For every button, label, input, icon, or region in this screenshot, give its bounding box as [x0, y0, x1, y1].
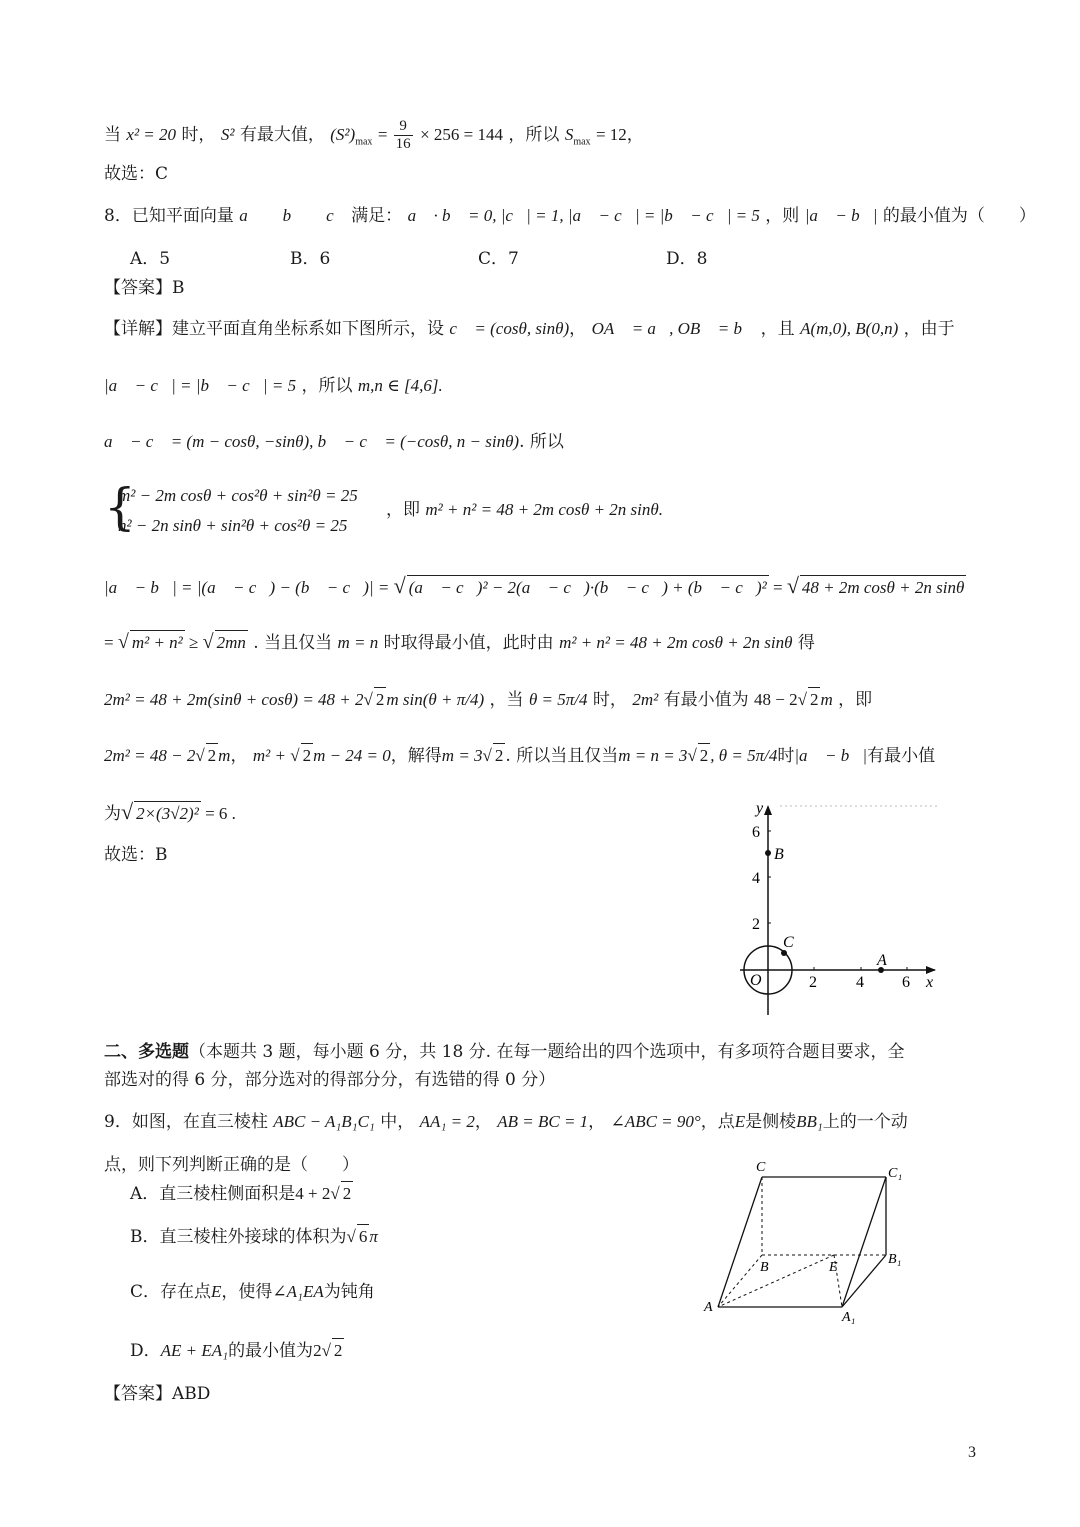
text: ， [230, 746, 248, 766]
y-axis-label: y [756, 800, 764, 817]
edge-c-a [718, 1177, 762, 1307]
section-desc: （本题共 3 题，每小题 6 分，共 18 分. 在每一题给出的四个选项中，有多项符合题目要求，全 [189, 1042, 905, 1062]
math: 2 [313, 1341, 322, 1360]
text: 8．已知平面向量 [104, 206, 234, 226]
text: 得 [797, 633, 815, 653]
q9-option-d: D．AE + EA₁的最小值为2√ 2 [130, 1338, 344, 1363]
math: m sin(θ + π/4) [386, 690, 485, 709]
text: 建立平面直角坐标系如下图所示，设 [172, 319, 444, 339]
sub: max [355, 136, 373, 148]
text: ，所以 [508, 125, 560, 145]
radicand: m² + n² [130, 630, 185, 655]
math: a⃗ − c⃗ = (m − cosθ, −sinθ), b⃗ − c⃗ = (−cosθ, n − sinθ) [104, 432, 520, 451]
text: A．直三棱柱侧面积是 [130, 1184, 296, 1204]
sub: max [573, 136, 591, 148]
label-a1: A₁ [842, 1310, 856, 1325]
y-tick-label-2: 2 [752, 916, 760, 933]
math: m [218, 746, 231, 765]
point-c-label: C [783, 934, 794, 951]
point-b-dot [765, 850, 771, 856]
q9-stem-2: 点，则下列判断正确的是（ ） [104, 1155, 359, 1175]
text: ，当 [489, 690, 524, 710]
radicand: (a⃗ − c⃗)² − 2(a⃗ − c⃗)·(b⃗ − c⃗) + (b⃗ − c⃗)² [407, 575, 769, 600]
text: ， [626, 125, 644, 145]
text: 时 [777, 746, 795, 766]
system-eq-2: n² − 2n sinθ + sin²θ + cos²θ = 25 [118, 516, 348, 535]
radicand: 48 + 2m cosθ + 2n sinθ [800, 575, 966, 600]
math: = 6 . [200, 804, 236, 823]
math: m² + n² = 48 + 2m cosθ + 2n sinθ. [425, 500, 663, 519]
math: |a⃗ − b⃗| [794, 746, 868, 765]
math: m = n = 3 [618, 746, 688, 765]
system-tail [386, 498, 663, 522]
math: × 256 = 144 [420, 125, 503, 144]
math: S [564, 125, 574, 144]
point-b-label: B [774, 846, 784, 863]
text: ，所以 [301, 376, 353, 396]
text: 时， [181, 125, 216, 145]
math: OA⃗ = a⃗, OB⃗ = b⃗ [591, 319, 756, 338]
math: = [768, 578, 787, 597]
math: ABC − A₁B₁C₁ [273, 1112, 375, 1131]
math: 48 − 2 [754, 690, 798, 709]
radicand: 2 [301, 743, 314, 768]
text: C．存在点 [130, 1282, 212, 1302]
radicand: 2 [206, 743, 219, 768]
q8-choice: 故选：B [104, 845, 168, 865]
math: |a⃗ − c⃗| = |b⃗ − c⃗| = 5 [104, 376, 297, 395]
q9-option-b: B．直三棱柱外接球的体积为√ 6 π [130, 1224, 378, 1249]
math: = [104, 633, 118, 652]
x-tick-label-6: 6 [902, 974, 910, 991]
math: AB = BC = 1 [497, 1112, 589, 1131]
text: ，使得 [221, 1282, 273, 1302]
frac-num: 9 [394, 118, 413, 136]
text: 是侧棱 [745, 1112, 797, 1132]
math: m [820, 690, 833, 709]
brace: { [104, 478, 136, 536]
radicand: 2 [808, 687, 821, 712]
section2-desc-2: 部选对的得 6 分，部分选对的得部分分，有选错的得 0 分） [104, 1070, 556, 1090]
text: 有最大值， [239, 125, 325, 145]
text: 为 [104, 804, 121, 824]
text: ，解得 [390, 746, 442, 766]
math: ≥ [184, 633, 203, 652]
edge-b-a-hidden [718, 1255, 762, 1307]
q8-option-a: A．5 [130, 249, 171, 269]
q9-answer: 【答案】ABD [104, 1384, 211, 1404]
text: 有最小值为 [663, 690, 749, 710]
math: 4 + 2 [295, 1184, 331, 1203]
radicand: 2mn [215, 630, 248, 655]
frac-den: 16 [395, 136, 411, 152]
math: c⃗ = (cosθ, sinθ) [449, 319, 570, 338]
q8-detail-9: 为√ 2×(3√2)² = 6 . [104, 799, 236, 824]
q9-option-c [130, 1280, 375, 1304]
math: m² + [252, 746, 291, 765]
math: m = n [337, 633, 379, 652]
text: ， [474, 1112, 492, 1132]
text: ，且 [760, 319, 795, 339]
label-e: E [829, 1260, 838, 1275]
q9-option-a: A．直三棱柱侧面积是4 + 2√ 2 [130, 1181, 353, 1206]
math: AE + EA₁ [160, 1341, 229, 1360]
text: ， [588, 1112, 606, 1132]
text: D． [130, 1341, 161, 1361]
prev-solution-line: 当 x² = 20 时， S² 有最大值， $(S^2)_{max}$ = $\frac{9}{16}$ × 256 = 144 ，所以 $S_{max} = 12$， [104, 118, 644, 152]
math: AA₁ = 2 [419, 1112, 475, 1131]
y-axis-arrow [764, 805, 772, 815]
text: 满足： [351, 206, 403, 226]
edge-e-a-hidden [718, 1255, 834, 1307]
text: . 所以 [519, 432, 564, 452]
fraction-9-16 [394, 118, 413, 153]
math: m = 3 [441, 746, 483, 765]
math: , θ = 5π/4 [710, 746, 778, 765]
q8-detail-7: 2m² = 48 + 2m(sinθ + cosθ) = 48 + 2√ 2 m sin(θ + π/4) ，当 θ = 5π/4 时， 2m² 有最小值为 48 − 2√ 2 m ，即 [104, 687, 872, 712]
system-eq-1: m² − 2m cosθ + cos²θ + sin²θ = 25 [118, 486, 358, 505]
y-tick-label-4: 4 [752, 870, 760, 887]
q8-detail-8: 2m² = 48 − 2√ 2 m， m² + √ 2 m − 24 = 0，解得m = 3√ 2 . 所以当且仅当m = n = 3√ 2 , θ = 5π/4时|a⃗ − b⃗|有最小值 [104, 743, 935, 768]
section-title: 二、多选题 [104, 1042, 189, 1062]
math: |a⃗ − b⃗| [804, 206, 878, 225]
label-c1: C₁ [888, 1166, 903, 1181]
radicand: 6 [357, 1224, 370, 1249]
math: 2m² [632, 690, 659, 709]
label-c: C [756, 1160, 766, 1175]
text: 的最小值为 [228, 1341, 314, 1361]
prev-choice: 故选：C [104, 164, 169, 184]
x-tick-label-2: 2 [809, 974, 817, 991]
math: 2m² = 48 − 2 [104, 746, 196, 765]
text: 时取得最小值，此时由 [383, 633, 554, 653]
text: ，由于 [903, 319, 955, 339]
coordinate-graph [730, 795, 945, 1020]
radicand: 2 [493, 743, 506, 768]
x-axis-label: x [926, 974, 934, 991]
math: m − 24 = 0 [313, 746, 391, 765]
edge-b1-a1 [842, 1255, 886, 1307]
math: θ = 5π/4 [528, 690, 588, 709]
text: 有最小值 [867, 746, 936, 766]
page-number: 3 [968, 1444, 976, 1461]
q8-detail-1: 【详解】建立平面直角坐标系如下图所示，设 c⃗ = (cosθ, sinθ)， OA⃗ = a⃗, OB⃗ = b⃗ ，且 A(m,0), B(0,n) ，由于 [104, 319, 955, 339]
edge-c1-a1 [842, 1177, 886, 1307]
origin-label: O [750, 972, 762, 989]
q8-stem [104, 204, 1036, 228]
text: 9．如图，在直三棱柱 [104, 1112, 268, 1132]
q8-answer: 【答案】B [104, 278, 185, 298]
text: 当 [104, 125, 121, 145]
q8-option-d: D．8 [666, 249, 708, 269]
radicand: 2×(3√2)² [134, 801, 201, 826]
label-b1: B₁ [888, 1252, 902, 1267]
q8-detail-2 [104, 374, 443, 398]
math: E [734, 1112, 746, 1131]
q8-option-c: C．7 [478, 249, 519, 269]
text: 时， [592, 690, 627, 710]
math: π [369, 1227, 378, 1246]
text: 中， [380, 1112, 415, 1132]
radicand: 2 [332, 1338, 345, 1363]
q8-detail-5: |a⃗ − b⃗| = |(a⃗ − c⃗) − (b⃗ − c⃗)| = √ (a⃗ − c⃗)² − 2(a⃗ − c⃗)·(b⃗ − c⃗) + (b⃗ − c⃗)² = √ 48 + 2m cosθ + 2n sinθ [104, 573, 965, 598]
x-tick-label-4: 4 [856, 974, 864, 991]
text: . 所以当且仅当 [505, 746, 619, 766]
prism-figure [700, 1155, 915, 1325]
text: B．直三棱柱外接球的体积为 [130, 1227, 347, 1247]
math: E [211, 1282, 222, 1301]
text: ，即 [386, 500, 420, 520]
math: BB₁ [796, 1112, 823, 1131]
point-a-label: A [877, 952, 887, 969]
text: 为钝角 [323, 1282, 375, 1302]
math: A(m,0), B(0,n) [800, 319, 899, 338]
math: S² [220, 125, 235, 144]
math: ∠ABC = 90° [610, 1112, 701, 1131]
label-a: A [704, 1300, 713, 1315]
q8-detail-3 [104, 430, 564, 454]
radicand: 2 [341, 1181, 354, 1206]
math: a⃗ ， b⃗ ， c⃗ [239, 206, 352, 225]
math: a⃗ · b⃗ = 0, |c⃗| = 1, |a⃗ − c⃗| = |b⃗ − c⃗| = 5 [407, 206, 760, 225]
math: (S²) [330, 125, 356, 144]
x-axis-arrow [926, 966, 936, 974]
y-tick-label-6: 6 [752, 824, 760, 841]
math: x² = 20 [126, 125, 177, 144]
math: m² + n² = 48 + 2m cosθ + 2n sinθ [559, 633, 793, 652]
text: 上的一个动 [822, 1112, 908, 1132]
math: m,n ∈ [4,6]. [357, 376, 443, 395]
text: . 当且仅当 [253, 633, 333, 653]
math: = 12 [595, 125, 627, 144]
text: ，点 [700, 1112, 735, 1132]
math: |a⃗ − b⃗| = |(a⃗ − c⃗) − (b⃗ − c⃗)| = [104, 578, 394, 597]
text: 【详解】 [104, 319, 172, 339]
math: ∠A₁EA [272, 1282, 324, 1301]
section2-header [104, 1040, 905, 1064]
text: ，即 [838, 690, 873, 710]
radicand: 2 [374, 687, 387, 712]
label-b: B [760, 1260, 769, 1275]
math: 2m² = 48 + 2m(sinθ + cosθ) = 48 + 2 [104, 690, 364, 709]
q8-option-b: B．6 [290, 249, 331, 269]
q9-stem [104, 1110, 908, 1134]
text: ，则 [765, 206, 800, 226]
text: 的最小值为（ ） [882, 206, 1036, 226]
radicand: 2 [698, 743, 711, 768]
q8-detail-6: = √ m² + n² ≥ √ 2mn . 当且仅当 m = n 时取得最小值，此时由 m² + n² = 48 + 2m cosθ + 2n sinθ 得 [104, 631, 815, 653]
